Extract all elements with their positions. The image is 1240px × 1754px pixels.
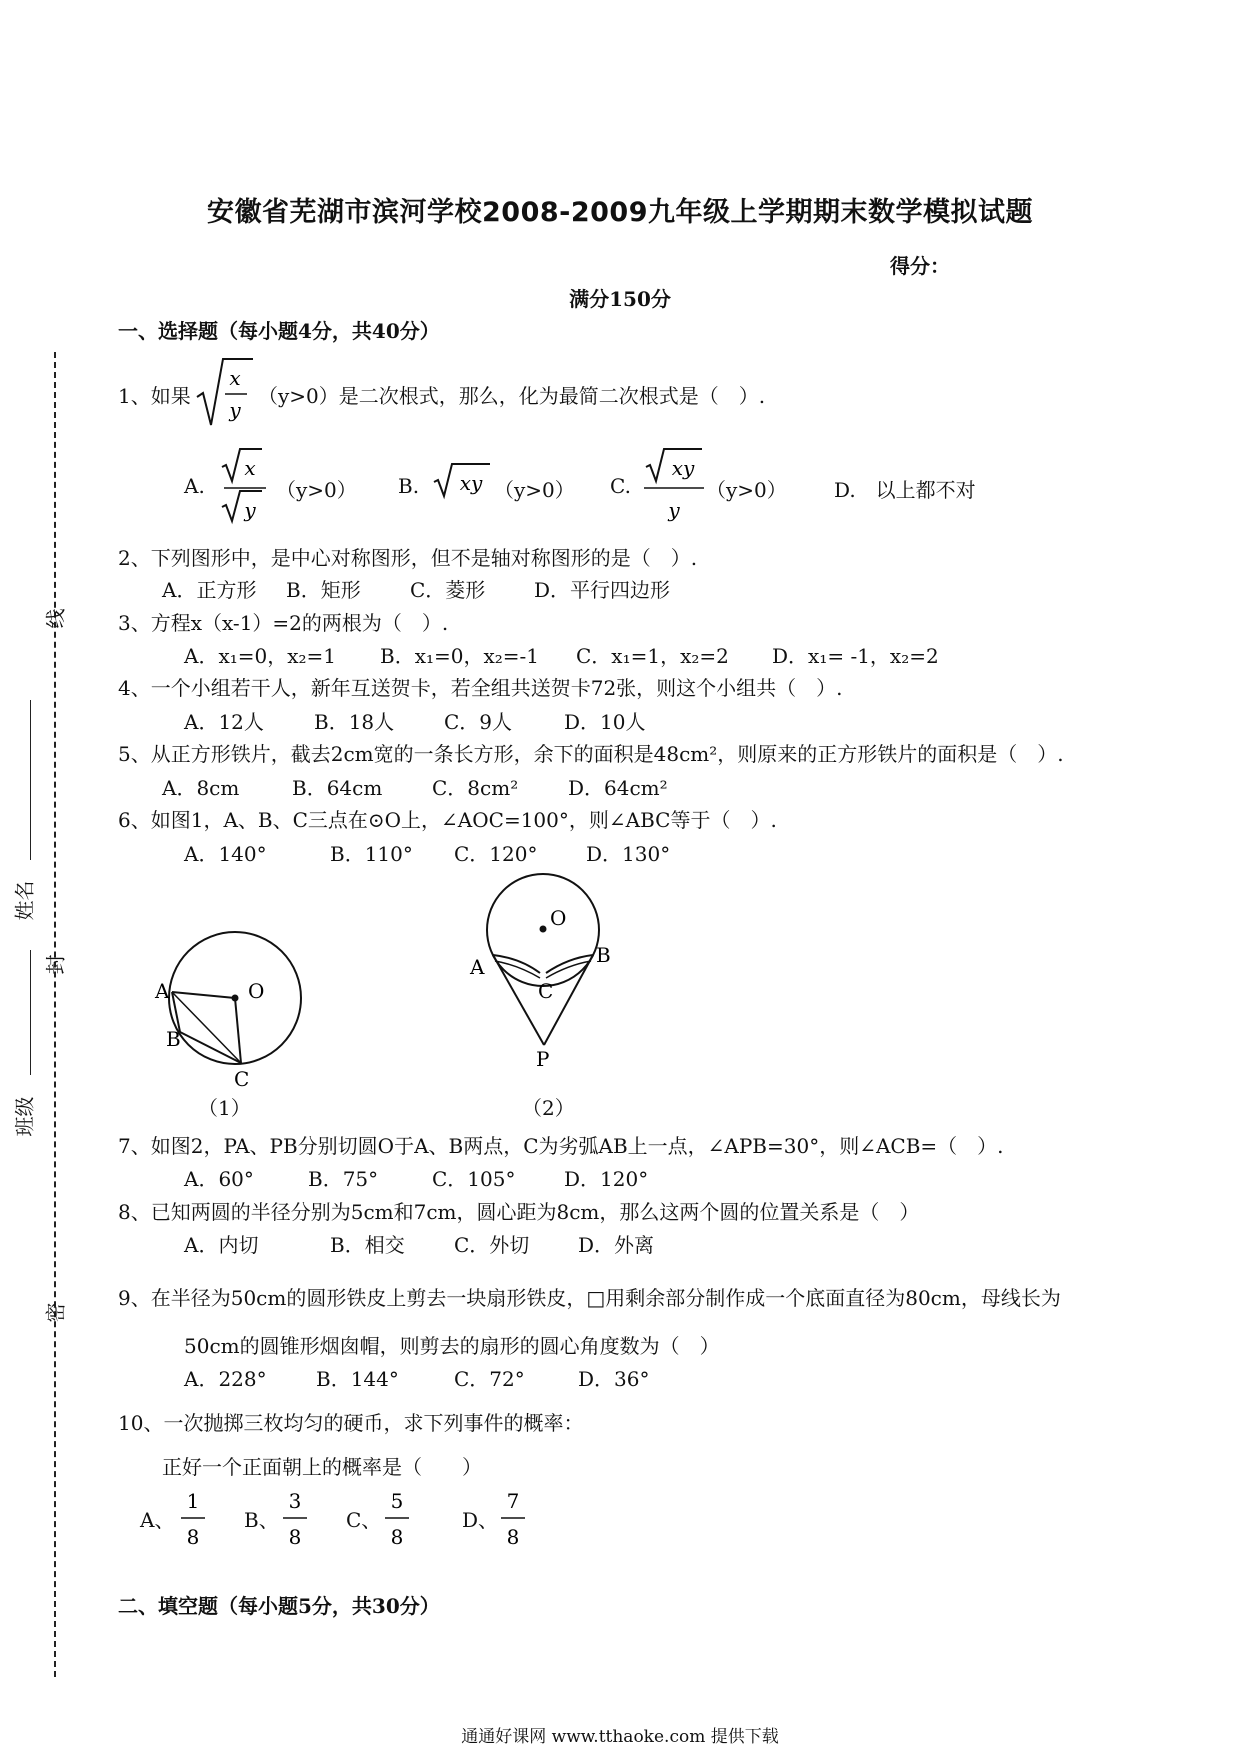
q1-option-b-label: B. [398,474,420,498]
q6-option-c: C．120° [454,842,538,866]
q10-d-num: 7 [506,1489,520,1513]
q2-option-d: D．平行四边形 [534,578,671,602]
q5-options [162,772,668,801]
name-blank-line [30,700,32,860]
q7-option-c: C．105° [432,1167,516,1191]
q10-option-b-fraction [280,1486,310,1552]
side-label-class: 班级 [12,1096,37,1137]
q2-options [162,574,670,603]
question-10: 10、一次抛掷三枚均匀的硬币，求下列事件的概率： [118,1411,584,1435]
full-score: 满分150分 [569,287,671,311]
question-5: 5、从正方形铁片，截去2cm宽的一条长方形，余下的面积是48cm²，则原来的正方形铁片的面积是（ ）. [118,742,1064,766]
section-heading-choice: 一、选择题（每小题4分，共40分） [118,319,440,343]
footer-source: 通通好课网 www.tthaoke.com 提供下载 [461,1727,779,1747]
figure-1 [150,930,310,1090]
q10-option-c-fraction [382,1486,412,1552]
q10-b-den: 8 [288,1525,302,1549]
question-2: 2、下列图形中，是中心对称图形，但不是轴对称图形的是（ ）. [118,546,698,570]
q3-option-c: C．x₁=1，x₂=2 [576,644,729,668]
fig1-label-c: C [234,1067,250,1091]
q7-option-a: A．60° [184,1167,254,1191]
q10-option-d-fraction [498,1486,528,1552]
q10-option-c-label: C、 [346,1508,382,1532]
q6-option-b: B．110° [330,842,413,866]
q3-options [184,640,939,669]
q9-option-d: D．36° [578,1367,650,1391]
q1-option-b-expr [432,460,492,500]
figure-2-caption: （2） [522,1096,575,1120]
fig1-label-o: O [248,979,265,1003]
question-9-line-2: 50cm的圆锥形烟囱帽，则剪去的扇形的圆心角度数为（ ） [184,1334,720,1358]
q10-d-den: 8 [506,1525,520,1549]
q7-option-d: D．120° [564,1167,649,1191]
fig1-label-b: B [166,1027,181,1051]
question-4: 4、一个小组若干人，新年互送贺卡，若全组共送贺卡72张，则这个小组共（ ）. [118,676,843,700]
q10-b-num: 3 [288,1489,302,1513]
class-blank-line [30,950,32,1075]
page-title: 安徽省芜湖市滨河学校2008-2009九年级上学期期末数学模拟试题 [207,197,1033,228]
q1-option-c-expr [642,445,706,525]
q1-option-b-cond: （y>0） [494,478,575,502]
side-label-seal: 封 [43,954,68,975]
fig2-label-p: P [536,1047,550,1071]
q3-option-b: B．x₁=0，x₂=-1 [380,644,540,668]
sqrt-x-over-y [195,355,255,430]
q6-options [184,838,670,867]
q3-option-d: D．x₁= -1，x₂=2 [772,644,939,668]
q1-option-c-label: C. [610,474,631,498]
q1-option-a-label: A. [184,474,205,498]
question-3: 3、方程x（x-1）=2的两根为（ ）. [118,611,449,635]
q4-option-a: A．12人 [184,710,264,734]
score-label: 得分： [890,254,950,278]
side-label-line: 线 [43,608,68,629]
q1-a-x: x [244,456,256,480]
q1-c-y: y [668,498,680,522]
question-7: 7、如图2，PA、PB分别切圆O于A、B两点，C为劣弧AB上一点，∠APB=30°，则∠ACB=（ ）. [118,1134,1004,1158]
q1-option-c-cond: （y>0） [706,478,787,502]
q3-option-a: A．x₁=0，x₂=1 [184,644,337,668]
q8-option-b: B．相交 [330,1233,405,1257]
q1-b-xy: xy [459,471,483,495]
q10-option-d-label: D、 [462,1508,499,1532]
q10-c-den: 8 [390,1525,404,1549]
q2-option-a: A．正方形 [162,578,257,602]
q5-option-c: C．8cm² [432,776,519,800]
q10-a-num: 1 [186,1489,200,1513]
q1-option-d: D. 以上都不对 [834,478,976,502]
binding-dashed-line [54,352,56,1677]
q1-a-y: y [244,498,256,522]
q4-option-c: C．9人 [444,710,513,734]
question-8: 8、已知两圆的半径分别为5cm和7cm，圆心距为8cm，那么这两个圆的位置关系是（ ） [118,1200,920,1224]
fig2-label-b: B [596,943,611,967]
q9-options [184,1363,649,1392]
q1-c-xy: xy [671,456,695,480]
q10-option-b-label: B、 [244,1508,279,1532]
fig2-label-c: C [538,979,554,1003]
question-10-sub: 正好一个正面朝上的概率是（ ） [162,1455,482,1479]
q8-options [184,1229,654,1258]
side-label-secret: 密 [43,1302,68,1323]
q10-option-a-label: A、 [140,1508,175,1532]
q9-option-a: A．228° [184,1367,267,1391]
side-label-name: 姓名 [12,880,37,921]
q6-option-a: A．140° [184,842,267,866]
question-1-post: （y>0）是二次根式，那么，化为最简二次根式是（ ）. [258,384,766,408]
q8-option-d: D．外离 [578,1233,655,1257]
q7-options [184,1163,648,1192]
q5-option-d: D．64cm² [568,776,668,800]
fig2-center-dot [540,926,547,933]
figure-1-caption: （1） [198,1096,251,1120]
q5-option-b: B．64cm [292,776,383,800]
question-1-pre: 1、如果 [118,384,191,408]
q5-option-a: A．8cm [162,776,240,800]
fig2-label-o: O [550,906,567,930]
q8-option-c: C．外切 [454,1233,530,1257]
q2-option-c: C．菱形 [410,578,486,602]
q2-option-b: B．矩形 [286,578,361,602]
q9-option-b: B．144° [316,1367,399,1391]
q7-option-b: B．75° [308,1167,379,1191]
q1-option-a-cond: （y>0） [276,478,357,502]
q1-y: y [229,398,241,422]
q10-c-num: 5 [390,1489,404,1513]
question-9-line-1: 9、在半径为50cm的圆形铁皮上剪去一块扇形铁皮，□用剩余部分制作成一个底面直径为80cm，母线长为 [118,1286,1061,1310]
question-6: 6、如图1，A、B、C三点在⊙O上，∠AOC=100°，则∠ABC等于（ ）. [118,808,777,832]
q10-a-den: 8 [186,1525,200,1549]
q9-option-c: C．72° [454,1367,525,1391]
q1-option-a-expr [220,445,270,525]
q4-options [184,706,645,735]
question-1 [118,380,191,409]
q4-option-d: D．10人 [564,710,646,734]
fig1-label-a: A [155,979,170,1003]
q10-option-a-fraction [178,1486,208,1552]
fig2-label-a: A [470,955,485,979]
q6-option-d: D．130° [586,842,671,866]
q8-option-a: A．内切 [184,1233,259,1257]
q1-x: x [229,366,241,390]
section-heading-fill: 二、填空题（每小题5分，共30分） [118,1594,440,1618]
q4-option-b: B．18人 [314,710,395,734]
figure-2 [470,870,630,1070]
